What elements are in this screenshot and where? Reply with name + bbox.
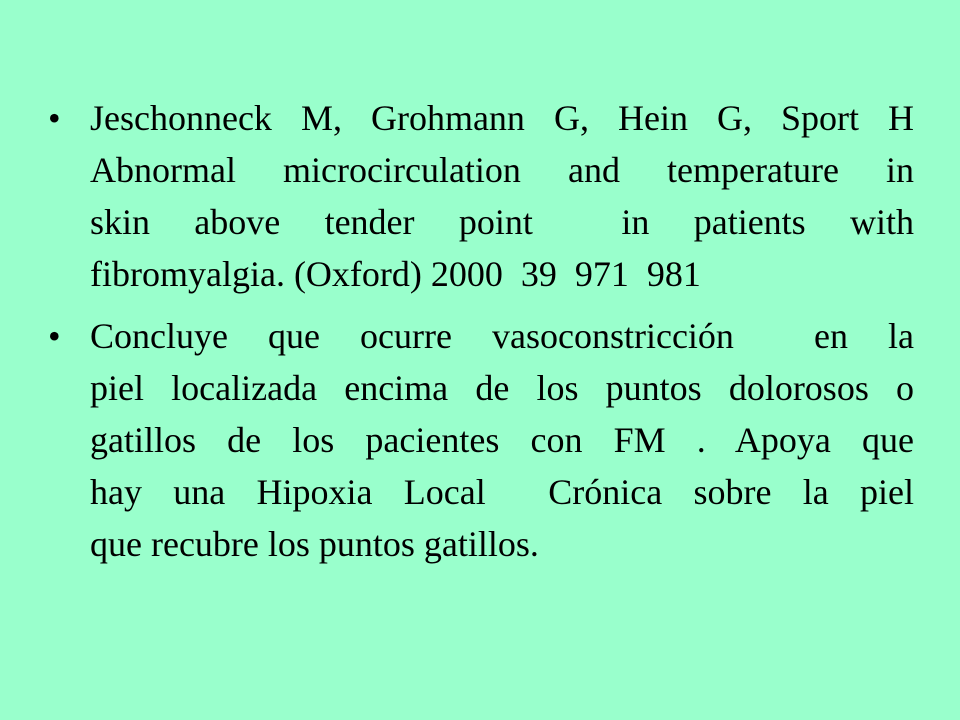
bullet-item-reference	[48, 92, 914, 300]
bullet-point-icon: •	[48, 316, 61, 356]
bullet-list	[48, 92, 914, 580]
reference-line-3: skin above tender point in patients with	[90, 202, 914, 242]
conclusion-line-2: piel localizada encima de los puntos dolorosos o	[90, 368, 914, 408]
reference-line-2: Abnormal microcirculation and temperature in	[90, 150, 914, 190]
conclusion-line-4: hay una Hipoxia Local Crónica sobre la piel	[90, 472, 914, 512]
bullet-item-conclusion	[48, 310, 914, 570]
reference-line-4: fibromyalgia. (Oxford) 2000 39 971 981	[90, 254, 701, 294]
conclusion-line-3: gatillos de los pacientes con FM . Apoya que	[90, 420, 914, 460]
conclusion-line-5: que recubre los puntos gatillos.	[90, 524, 539, 564]
conclusion-line-1: Concluye que ocurre vasoconstricción en la	[90, 316, 914, 356]
bullet-point-icon: •	[48, 98, 61, 138]
reference-line-1: Jeschonneck M, Grohmann G, Hein G, Sport H	[90, 98, 914, 138]
